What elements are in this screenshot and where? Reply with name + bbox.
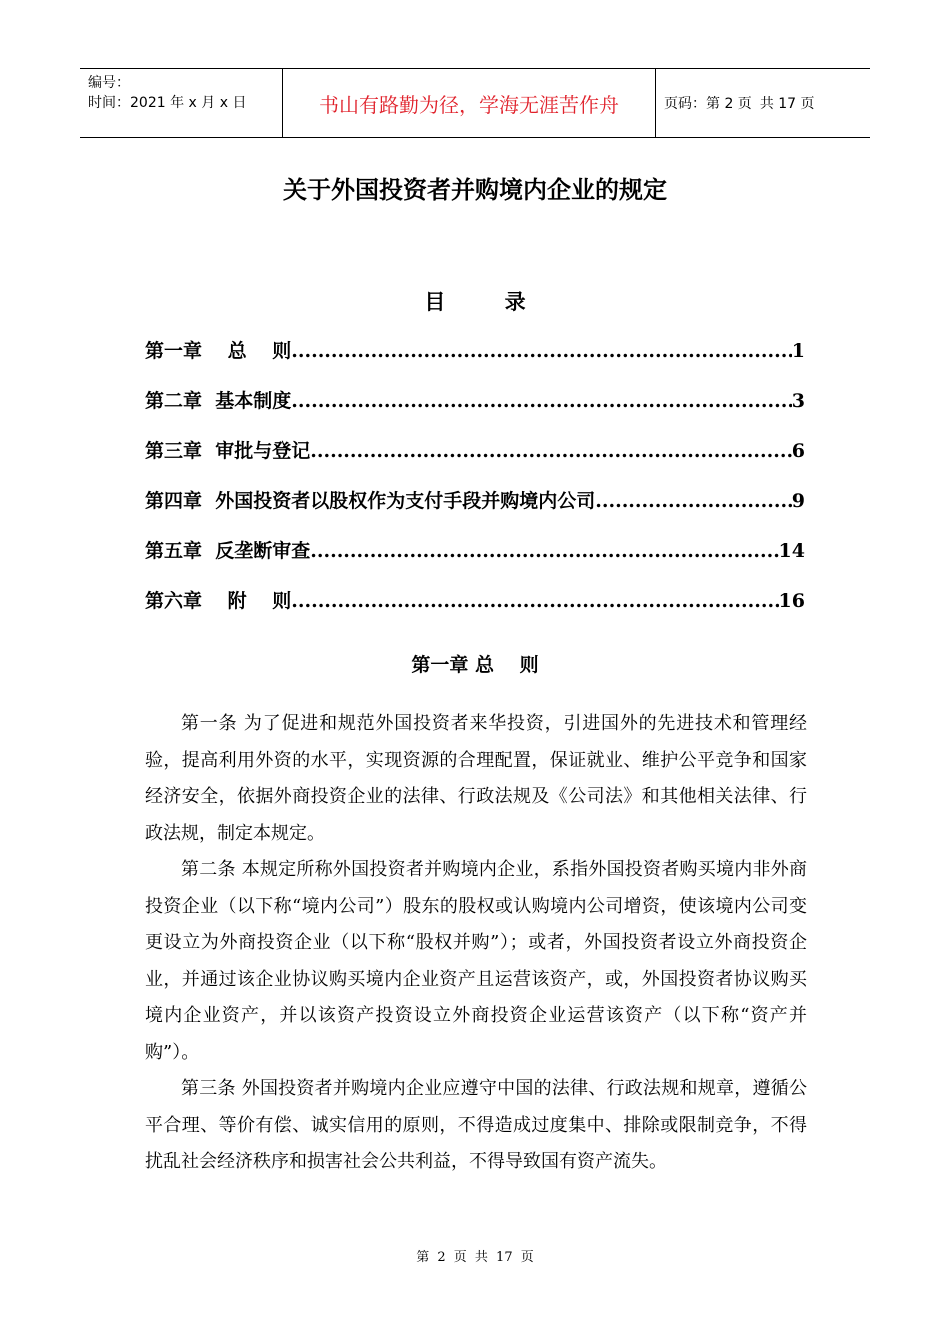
article-text: 外国投资者并购境内企业应遵守中国的法律、行政法规和规章，遵循公平合理、等价有偿、诚实信用的原则，不得造成过度集中、排除或限制竞争，不得扰乱社会经济秩序和损害社会公共利益，不得导致国有资产流失。 xyxy=(145,1078,808,1172)
toc-entry-label: 第三章 审批与登记 xyxy=(145,440,311,462)
article-text: 本规定所称外国投资者并购境内企业，系指外国投资者购买境内非外商投资企业（以下称“境内公司”）股东的股权或认购境内公司增资，使该境内公司变更设立为外商投资企业（以下称“股权并购”）；或者，外国投资者设立外商投资企业，并通过该企业协议购买境内企业资产且运营该资产，或，外国投资者协议购买境内企业资产，并以该资产投资设立外商投资企业运营该资产（以下称“资产并购”）。 xyxy=(145,859,808,1063)
toc-title: 目 录 xyxy=(424,290,552,314)
toc-entry-page: 9 xyxy=(791,490,805,512)
document-body xyxy=(145,706,807,1181)
header-total: 共 17 页 xyxy=(759,96,815,112)
toc-leader xyxy=(291,340,792,362)
article-paragraph xyxy=(145,852,807,1071)
toc-entry-label: 第四章 外国投资者以股权作为支付手段并购境内公司 xyxy=(145,490,596,512)
header-meta xyxy=(80,69,282,137)
page-header xyxy=(80,68,870,138)
chapter-title: 第一章 总 则 xyxy=(411,654,539,676)
header-date: 时间：2021 年 x 月 x 日 xyxy=(88,95,247,111)
article-paragraph xyxy=(145,706,807,852)
toc-entry[interactable] xyxy=(145,486,805,536)
toc-leader xyxy=(310,440,792,462)
toc-entry[interactable] xyxy=(145,586,805,636)
article-label: 第一条 xyxy=(181,713,238,734)
document-title: 关于外国投资者并购境内企业的规定 xyxy=(283,176,667,204)
toc-leader xyxy=(310,540,778,562)
article-paragraph xyxy=(145,1071,807,1181)
toc-entry-label: 第一章 总 则 xyxy=(145,340,292,362)
toc-leader xyxy=(595,490,792,512)
toc-entry-page: 3 xyxy=(791,390,805,412)
toc-entry[interactable] xyxy=(145,536,805,586)
header-page-info xyxy=(656,69,870,137)
article-label: 第二条 xyxy=(181,859,236,880)
toc-entry[interactable] xyxy=(145,436,805,486)
toc-entry-page: 6 xyxy=(791,440,805,462)
toc-entry-page: 14 xyxy=(778,540,805,562)
toc-entry-label: 第二章 基本制度 xyxy=(145,390,292,412)
page-footer: 第 2 页 共 17 页 xyxy=(416,1250,534,1265)
toc-entry[interactable] xyxy=(145,386,805,436)
header-number: 编号： xyxy=(88,75,130,91)
toc-leader xyxy=(291,590,778,612)
toc-entry[interactable] xyxy=(145,336,805,386)
toc-entry-page: 16 xyxy=(778,590,805,612)
toc-entry-page: 1 xyxy=(791,340,805,362)
toc-leader xyxy=(291,390,792,412)
toc-entry-label: 第六章 附 则 xyxy=(145,590,292,612)
header-motto: 书山有路勤为径，学海无涯苦作舟 xyxy=(282,69,656,137)
table-of-contents xyxy=(145,336,805,636)
header-page: 页码：第 2 页 xyxy=(664,96,752,112)
toc-entry-label: 第五章 反垄断审查 xyxy=(145,540,311,562)
article-text: 为了促进和规范外国投资者来华投资，引进国外的先进技术和管理经验，提高利用外资的水平，实现资源的合理配置，保证就业、维护公平竞争和国家经济安全，依据外商投资企业的法律、行政法规及《公司法》和其他相关法律、行政法规，制定本规定。 xyxy=(145,713,808,844)
article-label: 第三条 xyxy=(181,1078,236,1099)
